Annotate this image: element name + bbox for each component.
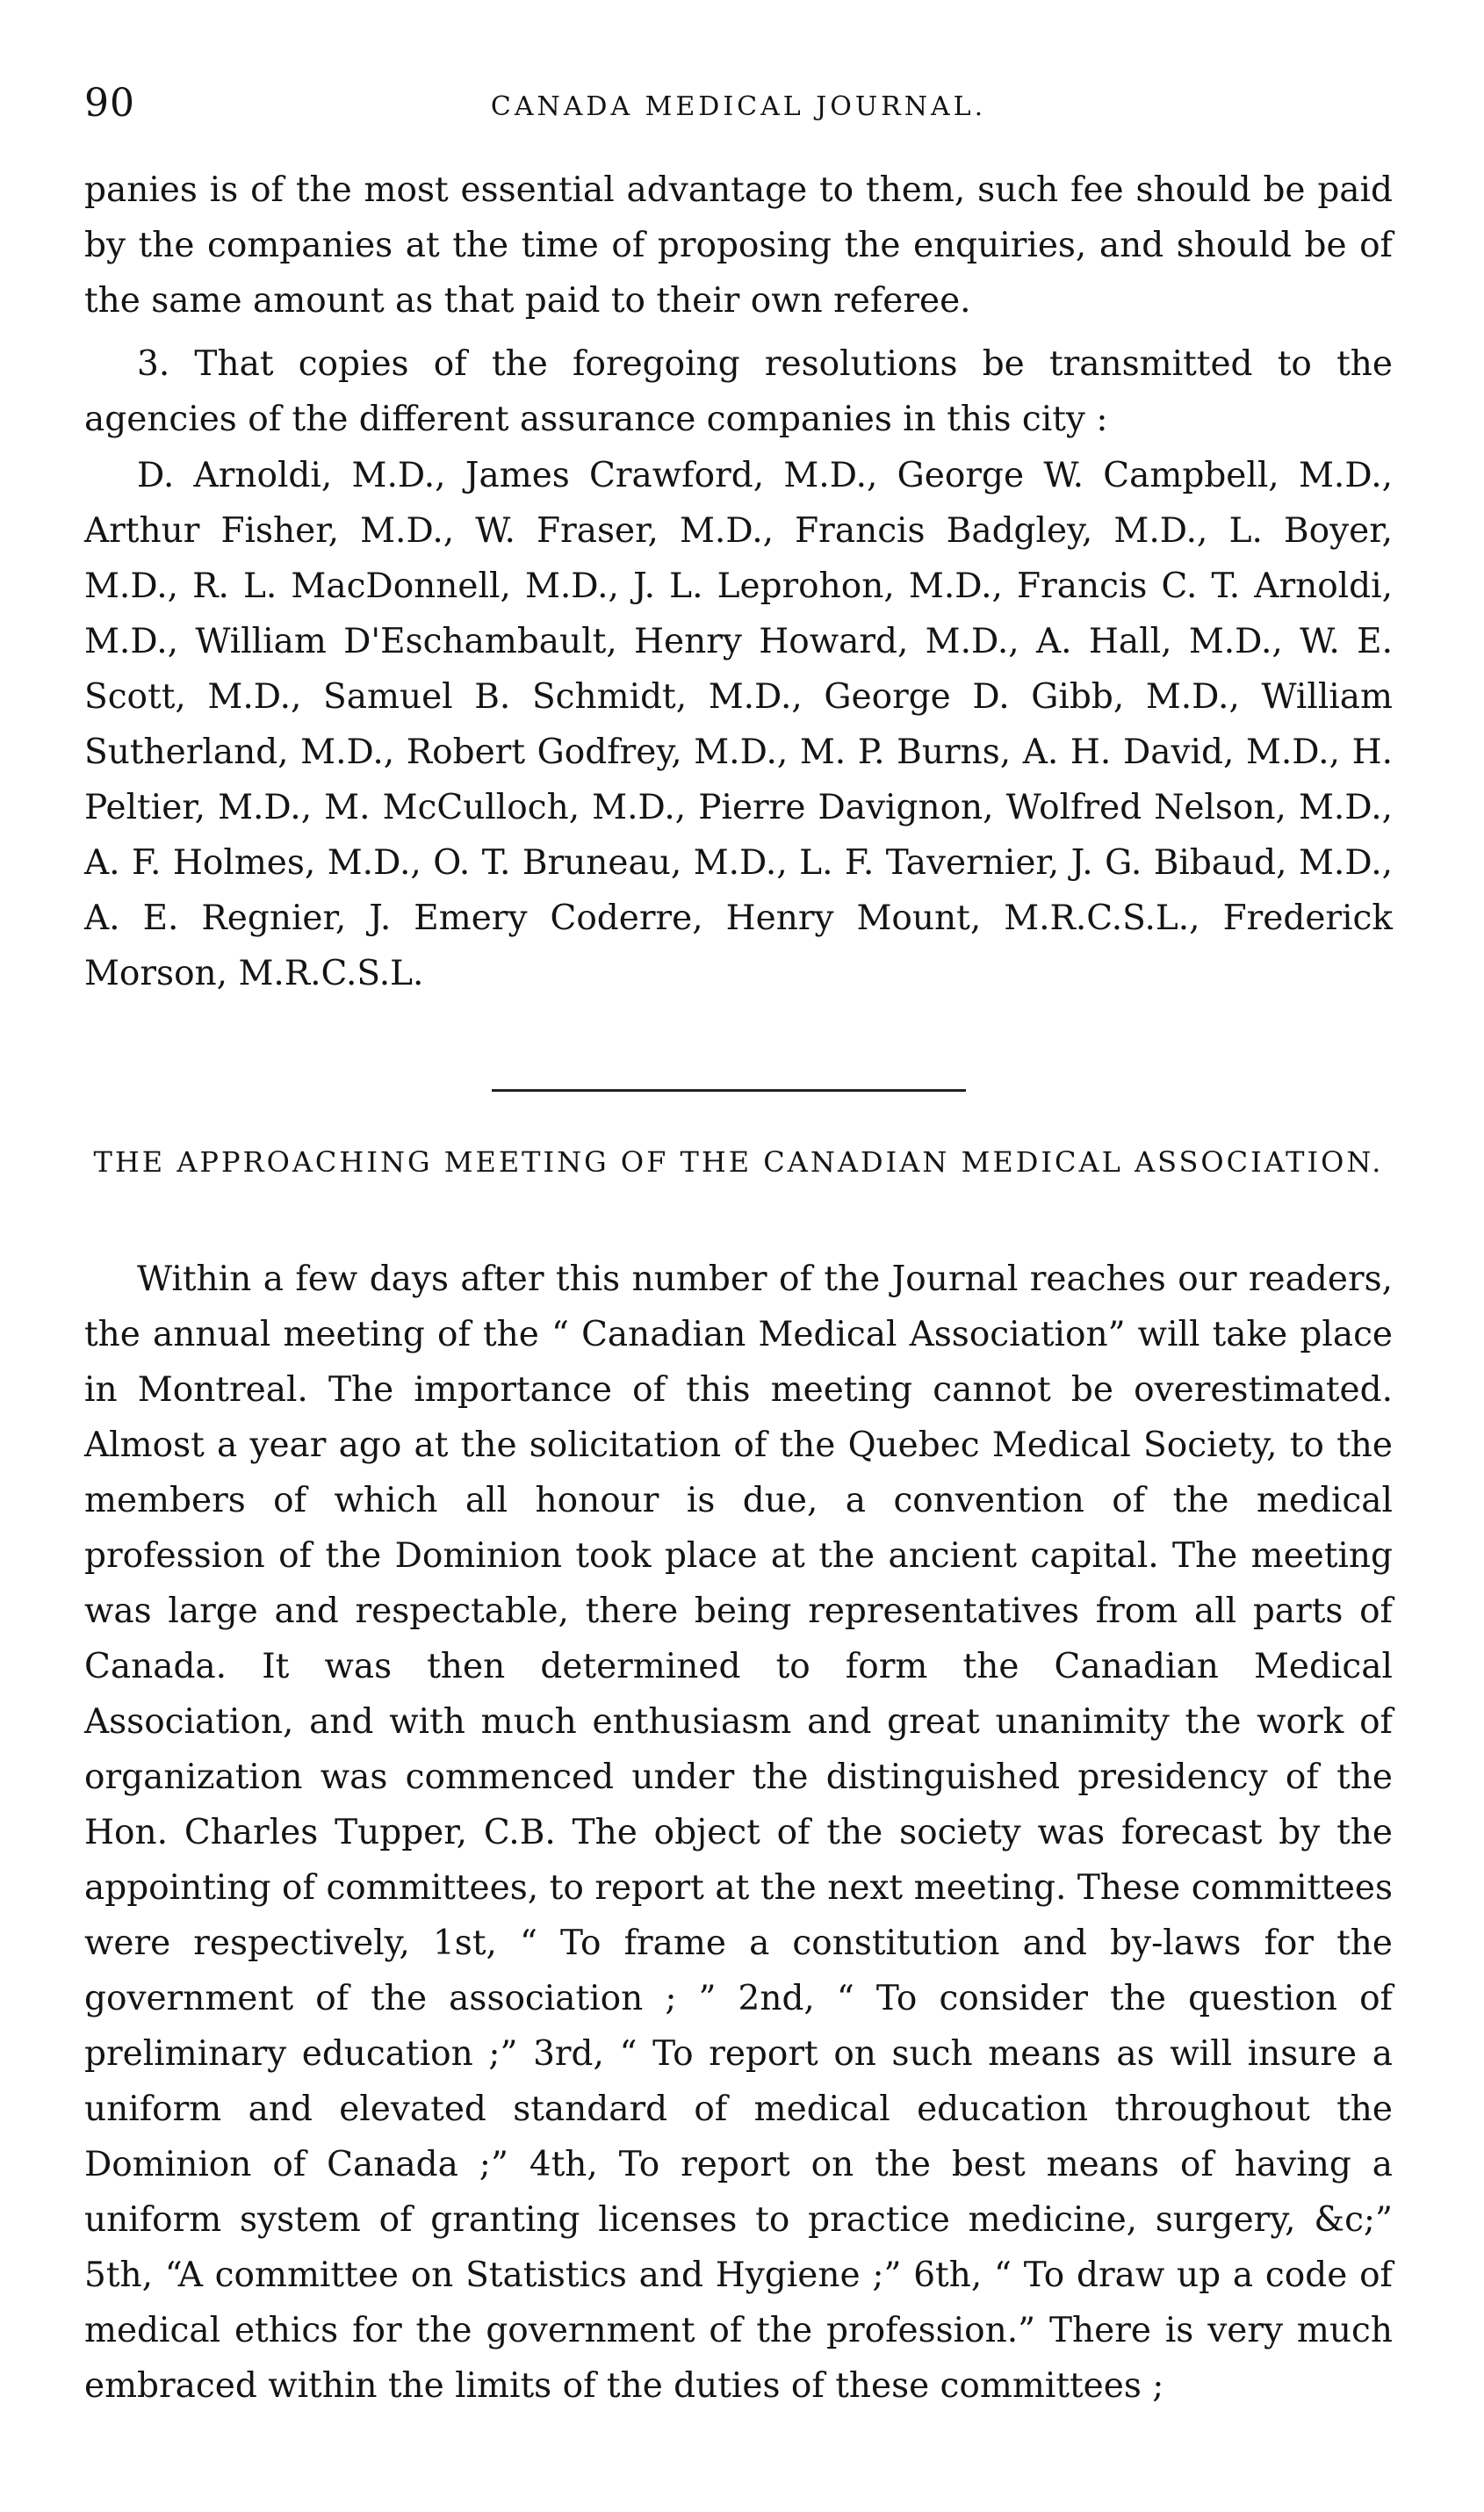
article-paragraph: Within a few days after this number of the Journal reaches our readers, the annual meeting of the “ Canadian Medical Association” will take place in Montreal. The importance of this meeting cannot be overestimated. Almost a year ago at the solicitation of the Quebec Medical Society, to the members of which all honour is due, a convention of the medical profession of the Dominion took place at the ancient capital. The meeting was large and respectable, there being representatives from all parts of Canada. It was then determined to form the Canadian Medical Association, and with much enthusiasm and great unanimity the work of organization was commenced under the distinguished presidency of the Hon. Charles Tupper, C.B. The object of the society was forecast by the appointing of committees, to report at the next meeting. These committees were respectively, 1st, “ To frame a constitution and by-laws for the government of the association ; ” 2nd, “ To consider the question of preliminary education ;” 3rd, “ To report on such means as will insure a uniform and elevated standard of medical education throughout the Dominion of Canada ;” 4th, To report on the best means of having a uniform system of granting licenses to practice medicine, surgery, &c;” 5th, “A committee on Statistics and Hygiene ;” 6th, “ To draw up a code of medical ethics for the government of the profession.” There is very much embraced within the limits of the duties of these committees ; — [84, 1260, 1393, 2406]
page-header — [84, 77, 1393, 130]
continuation-paragraph: panies is of the most essential advantage to them, such fee should be paid by the companies at the time of proposing the enquiries, and should be of the same amount as that paid to their own referee. — [84, 170, 1393, 321]
article-body-block — [84, 1252, 1393, 2414]
resolution-block — [84, 336, 1393, 447]
article-title: THE APPROACHING MEETING OF THE CANADIAN MEDICAL ASSOCIATION. — [93, 1145, 1384, 1179]
signatories-block — [84, 448, 1393, 1001]
section-divider — [492, 1089, 966, 1092]
continuation-block — [84, 162, 1393, 328]
running-head: CANADA MEDICAL JOURNAL. — [490, 91, 987, 122]
signatories-paragraph: D. Arnoldi, M.D., James Crawford, M.D., George W. Campbell, M.D., Arthur Fisher, M.D., W. Fraser, M.D., Francis Badgley, M.D., L. Boyer, M.D., R. L. MacDonnell, M.D., J. L. Leprohon, M.D., Francis C. T. Arnoldi, M.D., William D'Eschambault, Henry Howard, M.D., A. Hall, M.D., W. E. Scott, M.D., Samuel B. Schmidt, M.D., George D. Gibb, M.D., William Sutherland, M.D., Robert Godfrey, M.D., M. P. Burns, A. H. David, M.D., H. Peltier, M.D., M. McCulloch, M.D., Pierre Davignon, Wolfred Nelson, M.D., A. F. Holmes, M.D., O. T. Bruneau, M.D., L. F. Tavernier, J. G. Bibaud, M.D., A. E. Regnier, J. Emery Coderre, Henry Mount, M.R.C.S.L., Frederick Morson, M.R.C.S.L. — [84, 456, 1393, 993]
page-number: 90 — [84, 81, 135, 126]
resolution-paragraph: 3. That copies of the foregoing resolutions be transmitted to the agencies of the different assurance companies in this city : — [84, 344, 1393, 439]
